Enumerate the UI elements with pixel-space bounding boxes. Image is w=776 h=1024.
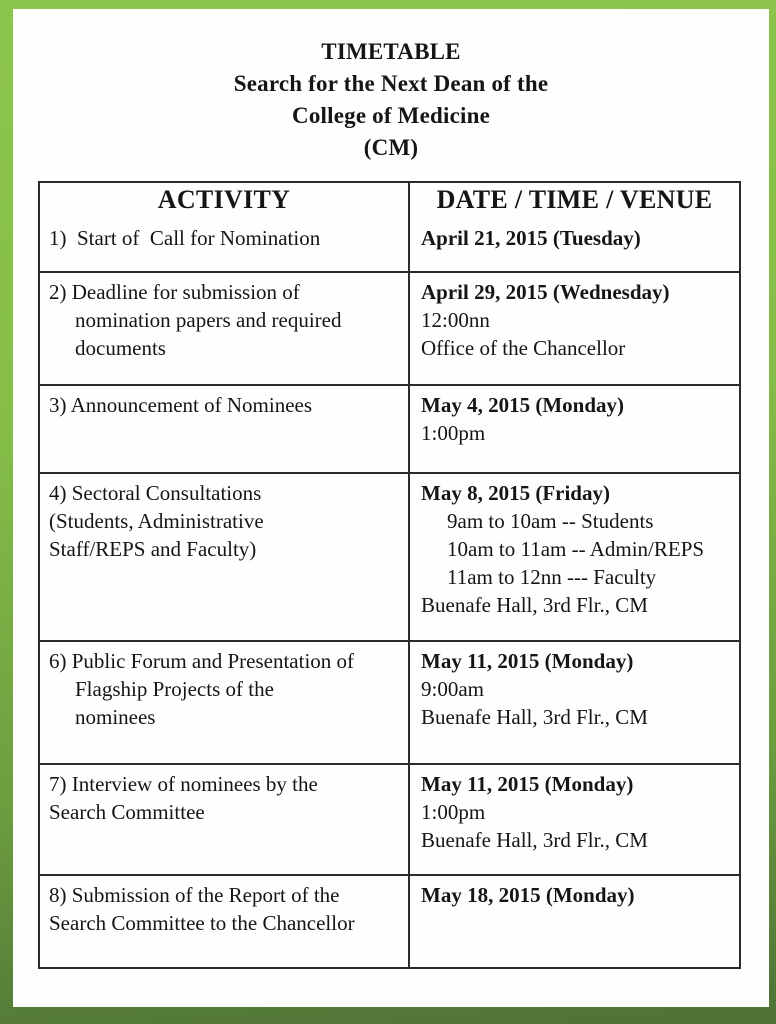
title-line-1: TIMETABLE bbox=[321, 39, 461, 64]
cell-line: 10am to 11am -- Admin/REPS bbox=[447, 537, 705, 561]
column-header-activity: ACTIVITY bbox=[157, 185, 291, 214]
date-time-venue-cell bbox=[408, 876, 739, 967]
date-time-venue-cell bbox=[408, 386, 739, 472]
table-row bbox=[40, 219, 739, 271]
cell-line: April 29, 2015 (Wednesday) bbox=[421, 280, 670, 304]
cell-line: Flagship Projects of the bbox=[75, 677, 274, 701]
date-time-venue-cell bbox=[408, 474, 739, 640]
table-row bbox=[40, 271, 739, 384]
cell-line: May 4, 2015 (Monday) bbox=[421, 393, 624, 417]
cell-line: May 18, 2015 (Monday) bbox=[421, 883, 635, 907]
table-row bbox=[40, 874, 739, 967]
column-header-date-time-venue: DATE / TIME / VENUE bbox=[408, 183, 739, 219]
cell-line: Buenafe Hall, 3rd Flr., CM bbox=[421, 705, 648, 729]
table-row bbox=[40, 640, 739, 763]
cell-line: 8) Submission of the Report of the bbox=[49, 883, 340, 907]
cell-line: nominees bbox=[75, 705, 156, 729]
date-time-venue-cell bbox=[408, 219, 739, 271]
cell-line: documents bbox=[75, 336, 166, 360]
title-line-3: College of Medicine bbox=[292, 103, 490, 128]
document-page bbox=[13, 9, 769, 1007]
cell-line: Office of the Chancellor bbox=[421, 336, 626, 360]
table-row bbox=[40, 384, 739, 472]
cell-line: 6) Public Forum and Presentation of bbox=[49, 649, 355, 673]
date-time-venue-cell bbox=[408, 765, 739, 874]
cell-line: Search Committee to the Chancellor bbox=[49, 911, 355, 935]
cell-line: 3) Announcement of Nominees bbox=[49, 393, 313, 417]
cell-line: 12:00nn bbox=[421, 308, 490, 332]
document-title bbox=[13, 9, 769, 164]
cell-line: Staff/REPS and Faculty) bbox=[49, 537, 257, 561]
cell-line: Buenafe Hall, 3rd Flr., CM bbox=[421, 828, 648, 852]
date-time-venue-cell bbox=[408, 642, 739, 763]
activity-cell bbox=[40, 642, 408, 763]
cell-line: April 21, 2015 (Tuesday) bbox=[421, 226, 641, 250]
table-row bbox=[40, 763, 739, 874]
cell-line: (Students, Administrative bbox=[49, 509, 264, 533]
cell-line: nomination papers and required bbox=[75, 308, 342, 332]
timetable bbox=[38, 181, 741, 969]
date-time-venue-cell bbox=[408, 273, 739, 384]
activity-cell bbox=[40, 474, 408, 640]
cell-line: May 11, 2015 (Monday) bbox=[421, 772, 634, 796]
cell-line: 1) Start of Call for Nomination bbox=[49, 226, 321, 250]
cell-line: 9am to 10am -- Students bbox=[447, 509, 654, 533]
title-line-2: Search for the Next Dean of the bbox=[233, 71, 549, 96]
cell-line: 9:00am bbox=[421, 677, 484, 701]
cell-line: May 11, 2015 (Monday) bbox=[421, 649, 634, 673]
cell-line: 4) Sectoral Consultations bbox=[49, 481, 262, 505]
title-line-4: (CM) bbox=[363, 135, 419, 160]
cell-line: 7) Interview of nominees by the bbox=[49, 772, 318, 796]
cell-line: 11am to 12nn --- Faculty bbox=[447, 565, 657, 589]
activity-cell bbox=[40, 386, 408, 472]
activity-cell bbox=[40, 876, 408, 967]
cell-line: Buenafe Hall, 3rd Flr., CM bbox=[421, 593, 648, 617]
cell-line: May 8, 2015 (Friday) bbox=[421, 481, 610, 505]
timetable-body bbox=[40, 219, 739, 967]
activity-cell bbox=[40, 273, 408, 384]
cell-line: 1:00pm bbox=[421, 421, 486, 445]
cell-line: 1:00pm bbox=[421, 800, 486, 824]
activity-cell bbox=[40, 765, 408, 874]
table-header-row bbox=[40, 183, 739, 219]
table-row bbox=[40, 472, 739, 640]
activity-cell bbox=[40, 219, 408, 271]
cell-line: 2) Deadline for submission of bbox=[49, 280, 300, 304]
cell-line: Search Committee bbox=[49, 800, 205, 824]
